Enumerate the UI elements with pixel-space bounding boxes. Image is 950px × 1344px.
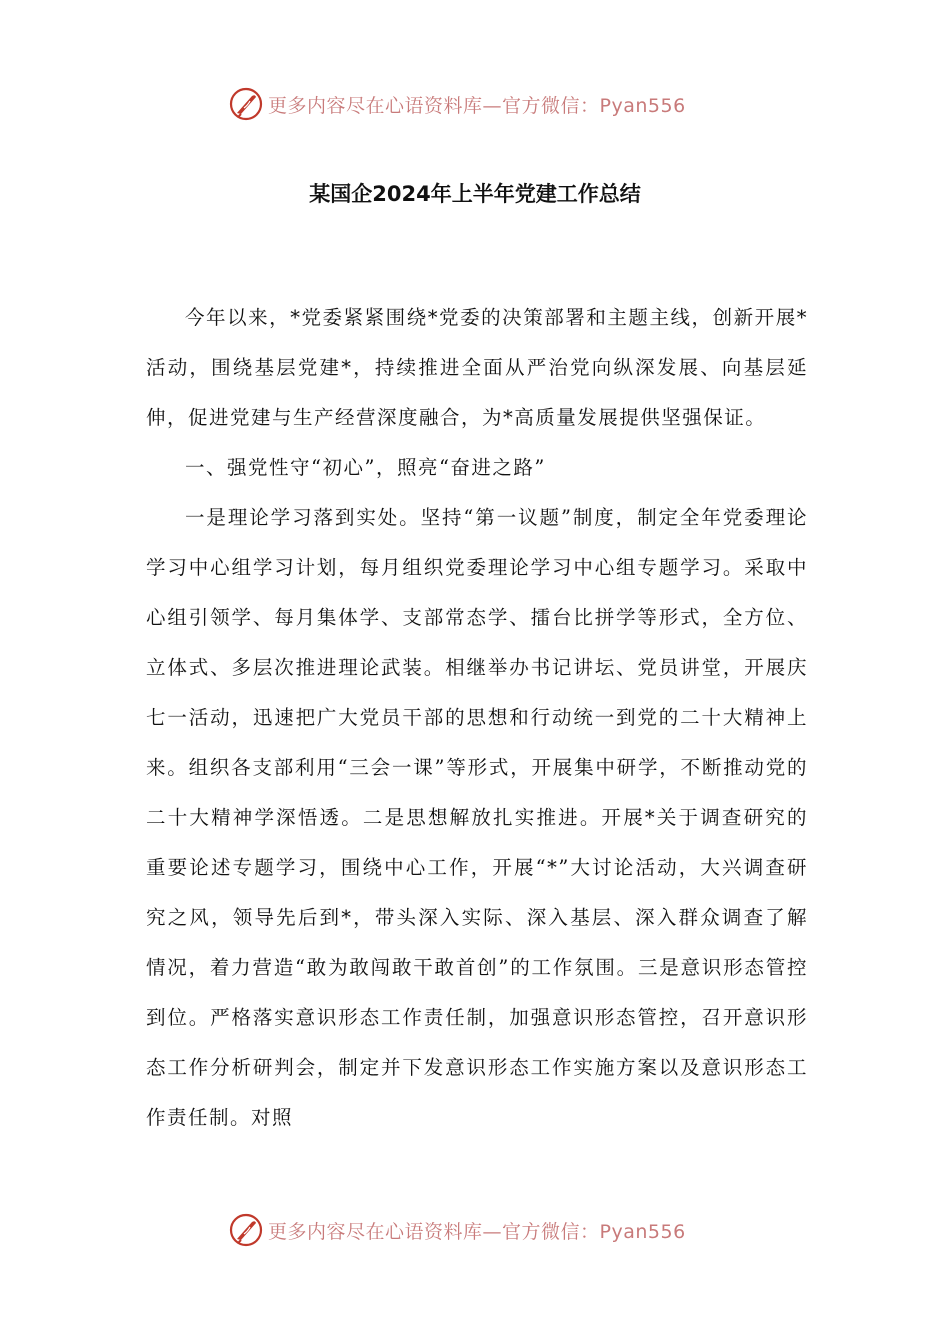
paragraph-intro: 今年以来，*党委紧紧围绕*党委的决策部署和主题主线，创新开展*活动，围绕基层党建*，持续推进全面从严治党向纵深发展、向基层延伸，促进党建与生产经营深度融合，为*高质量发展提供坚强保证。	[146, 306, 808, 429]
watermark-wechat-id: Pyan556	[599, 1220, 686, 1243]
quill-logo-icon	[228, 86, 264, 122]
watermark-wechat-id: Pyan556	[599, 94, 686, 117]
watermark-promo: 更多内容尽在心语资料库—官方微信：	[268, 1220, 600, 1243]
section-heading-1: 一、强党性守“初心”，照亮“奋进之路”	[185, 456, 546, 479]
watermark-promo: 更多内容尽在心语资料库—官方微信：	[268, 94, 600, 117]
document-body	[146, 293, 808, 1143]
quill-logo-icon	[228, 1212, 264, 1248]
watermark-text	[268, 91, 686, 118]
document-title: 某国企2024年上半年党建工作总结	[309, 182, 641, 206]
footer-watermark-banner	[228, 1210, 686, 1250]
watermark-text	[268, 1217, 686, 1244]
header-watermark-banner	[228, 84, 686, 124]
paragraph-theory-study: 一是理论学习落到实处。坚持“第一议题”制度，制定全年党委理论学习中心组学习计划，每月组织党委理论学习中心组专题学习。采取中心组引领学、每月集体学、支部常态学、擂台比拼学等形式，全方位、立体式、多层次推进理论武装。相继举办书记讲坛、党员讲堂，开展庆七一活动，迅速把广大党员干部的思想和行动统一到党的二十大精神上来。组织各支部利用“三会一课”等形式，开展集中研学，不断推动党的二十大精神学深悟透。二是思想解放扎实推进。开展*关于调查研究的重要论述专题学习，围绕中心工作，开展“*”大讨论活动，大兴调查研究之风，领导先后到*，带头深入实际、深入基层、深入群众调查了解情况，着力营造“敢为敢闯敢干敢首创”的工作氛围。三是意识形态管控到位。严格落实意识形态工作责任制，加强意识形态管控，召开意识形态工作分析研判会，制定并下发意识形态工作实施方案以及意识形态工作责任制。对照	[146, 506, 808, 1129]
